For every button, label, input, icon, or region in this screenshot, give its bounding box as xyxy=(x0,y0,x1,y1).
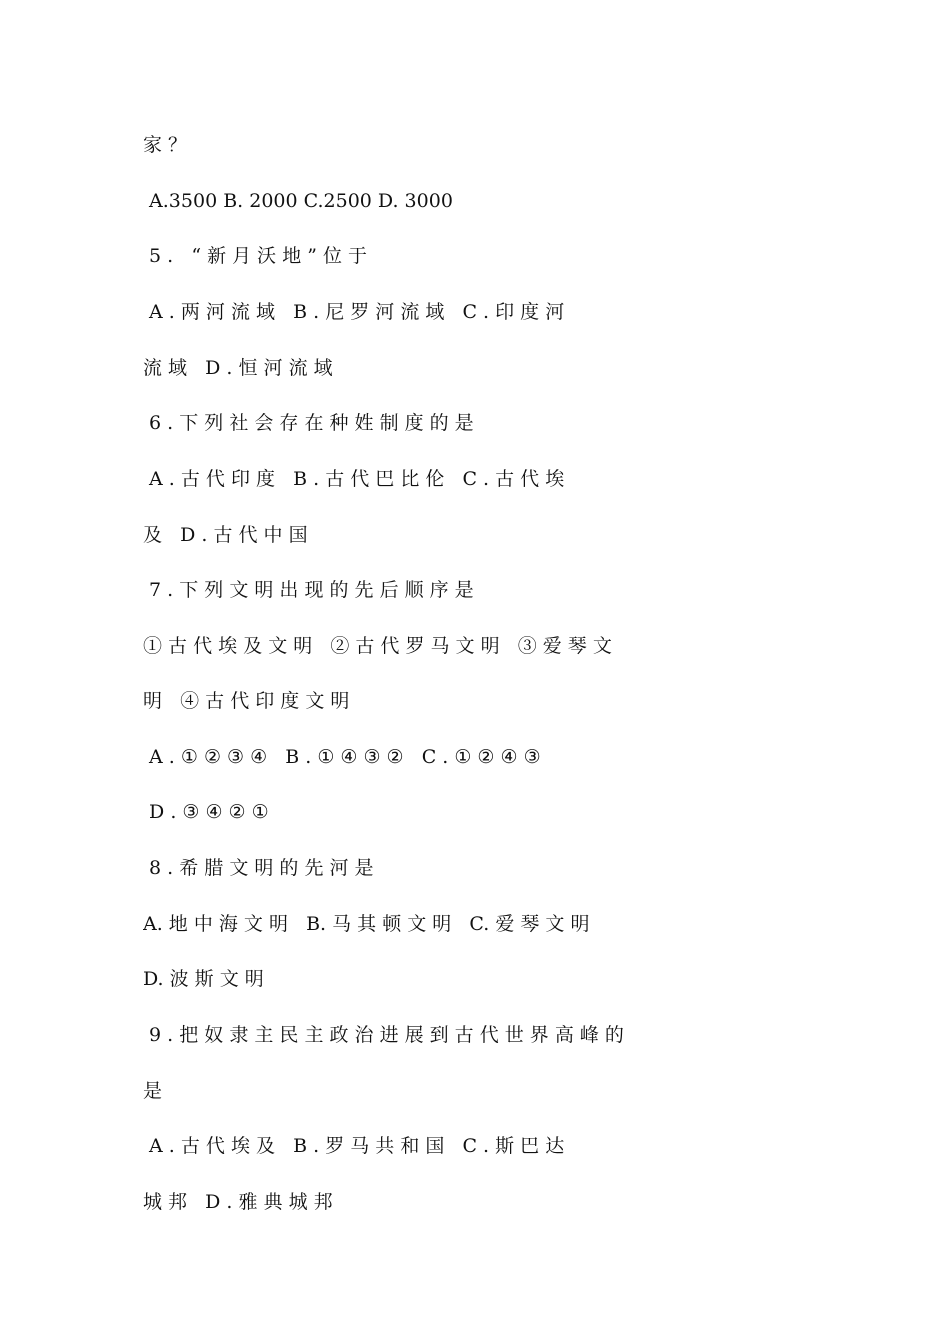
question-6-stem: 6 . 下 列 社 会 存 在 种 姓 制 度 的 是 xyxy=(143,412,474,434)
question-7-stem: 7 . 下 列 文 明 出 现 的 先 后 顺 序 是 xyxy=(143,579,474,601)
question-4-options: A.3500 B. 2000 C.2500 D. 3000 xyxy=(143,190,453,212)
question-5-options-line-1: A . 两 河 流 域 B . 尼 罗 河 流 域 C . 印 度 河 xyxy=(143,301,565,323)
question-8-options-line-2: D. 波 斯 文 明 xyxy=(143,968,264,990)
question-5-options-line-2: 流 域 D . 恒 河 流 域 xyxy=(143,357,333,379)
question-5-stem: 5 . “ 新 月 沃 地 ” 位 于 xyxy=(143,245,368,267)
question-6-options-line-1: A . 古 代 印 度 B . 古 代 巴 比 伦 C . 古 代 埃 xyxy=(143,468,565,490)
question-9-options-line-2: 城 邦 D . 雅 典 城 邦 xyxy=(143,1191,333,1213)
question-9-stem-line-2: 是 xyxy=(143,1080,163,1102)
question-7-items-line-2: 明 ④ 古 代 印 度 文 明 xyxy=(143,690,350,712)
question-8-options-line-1: A. 地 中 海 文 明 B. 马 其 顿 文 明 C. 爱 琴 文 明 xyxy=(143,913,590,935)
question-7-items-line-1: ① 古 代 埃 及 文 明 ② 古 代 罗 马 文 明 ③ 爱 琴 文 xyxy=(143,635,612,657)
question-6-options-line-2: 及 D . 古 代 中 国 xyxy=(143,524,308,546)
question-7-options-line-1: A . ① ② ③ ④ B . ① ④ ③ ② C . ① ② ④ ③ xyxy=(143,746,541,768)
question-9-stem-line-1: 9 . 把 奴 隶 主 民 主 政 治 进 展 到 古 代 世 界 高 峰 的 xyxy=(143,1024,624,1046)
question-9-options-line-1: A . 古 代 埃 及 B . 罗 马 共 和 国 C . 斯 巴 达 xyxy=(143,1135,565,1157)
question-8-stem: 8 . 希 腊 文 明 的 先 河 是 xyxy=(143,857,374,879)
question-4-tail: 家 ？ xyxy=(143,134,188,156)
question-7-options-line-2: D . ③ ④ ② ① xyxy=(143,801,269,823)
